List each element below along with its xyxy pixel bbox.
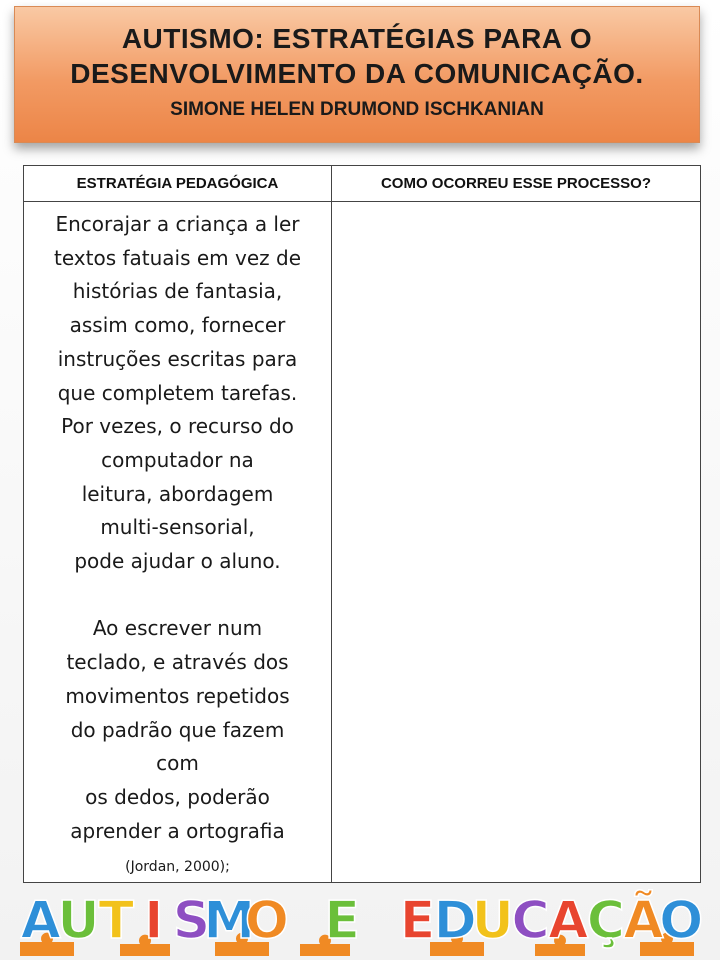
logo-graphic <box>0 884 720 960</box>
author-name: SIMONE HELEN DRUMOND ISCHKANIAN <box>170 99 544 120</box>
logo-letter: C <box>511 891 550 951</box>
logo-letter: A <box>20 891 61 951</box>
strategy-cell <box>24 202 332 883</box>
logo-letter: S <box>172 891 211 951</box>
logo-letter: E <box>399 891 436 951</box>
col-header-process: COMO OCORREU ESSE PROCESSO? <box>332 166 701 202</box>
process-cell <box>332 202 701 883</box>
logo-letter: M <box>203 891 256 951</box>
logo-letter: I <box>144 891 164 951</box>
logo-letter: U <box>57 891 100 951</box>
title-line-2: DESENVOLVIMENTO DA COMUNICAÇÃO. <box>70 58 644 89</box>
logo-letter: O <box>244 891 289 951</box>
logo-letter: E <box>324 891 360 951</box>
table-header-row <box>24 166 701 202</box>
citation: (Jordan, 2000); <box>125 859 230 876</box>
logo-letter: T <box>98 891 134 951</box>
page-title <box>15 21 699 91</box>
strategy-paragraphs: Encorajar a criança a ler textos fatuais em vez de histórias de fantasia, assim como, fornecer instruções escritas para que completem tarefas. Por vezes, o recurso do computador na leitura, abordagem multi-sensorial, pode ajudar o aluno. Ao escrever num teclado, e através dos movimentos repetidos do padrão que fazem com os dedos, poderão aprender a ortografia <box>53 212 302 843</box>
title-line-1: AUTISMO: ESTRATÉGIAS PARA O <box>121 23 593 54</box>
table-row <box>24 202 701 883</box>
title-banner <box>14 6 700 143</box>
col-header-strategy: ESTRATÉGIA PEDAGÓGICA <box>24 166 332 202</box>
logo-letter: D <box>433 891 477 951</box>
process-text <box>332 202 700 208</box>
logo-letter: Ç <box>586 891 625 951</box>
logo-letters <box>21 890 704 951</box>
autismo-educacao-logo <box>0 884 720 960</box>
strategy-text <box>24 202 331 882</box>
logo-letter: Ã <box>623 891 664 951</box>
logo-letter: U <box>471 891 514 951</box>
strategy-table <box>23 165 701 883</box>
logo-letter: O <box>659 891 704 951</box>
logo-letter: A <box>548 891 589 951</box>
